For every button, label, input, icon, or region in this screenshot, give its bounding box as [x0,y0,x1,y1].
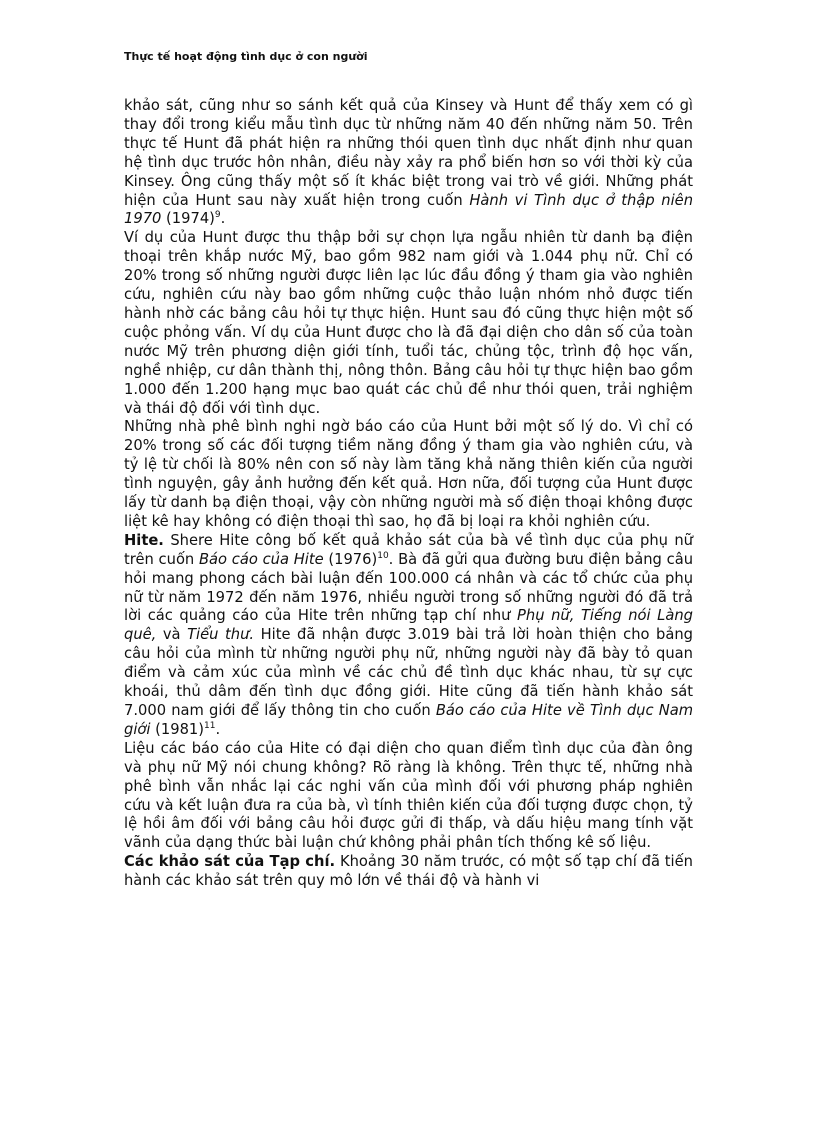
section-heading-magazine-surveys: Các khảo sát của Tạp chí. [124,853,336,871]
paragraph-text: (1976) [323,550,378,568]
magazine-title: Tiểu thư. [187,626,255,644]
paragraph-text: (1974) [161,210,215,228]
book-title: Báo cáo của Hite [198,550,324,568]
body-text [124,97,693,891]
magazine-title: Phụ nữ, Tiếng nói Làng quê, [124,607,693,644]
footnote-ref: 9 [214,210,221,221]
paragraph-hite [124,532,693,740]
footnote-ref: 11 [204,721,216,732]
paragraph-text: Hite đã nhận được 3.019 bài trả lời hoàn thiện cho bảng câu hỏi của mình từ những người phụ nữ, những người này đã bày tỏ quan điểm và cảm xúc của mình về các chủ đề tình dục khác nhau, từ sự cực khoái, thủ dâm đến tình dục đồng giới. Hite cũng đã tiến hành khảo sát 7.000 nam giới để lấy thông tin cho cuốn [124,626,693,719]
paragraph-text: . Bà đã gửi qua đường bưu điện bảng câu hỏi mang phong cách bài luận đến 100.000 cá nhân và các tổ chức của phụ nữ từ năm 1972 đến năm 1976, nhiều người trong số những người đó đã trả lời các quảng cáo của Hite trên những tạp chí như [124,550,694,625]
paragraph-text: và [156,626,188,644]
running-header: Thực tế hoạt động tình dục ở con người [124,50,368,63]
book-title: Hành vi Tình dục ở thập niên 1970 [124,191,694,228]
footnote-ref: 10 [377,550,389,561]
paragraph-hunt-sample: Ví dụ của Hunt được thu thập bởi sự chọn lựa ngẫu nhiên từ danh bạ điện thoại trên khắp nước Mỹ, bao gồm 982 nam giới và 1.044 phụ nữ. Chỉ có 20% trong số những người được liên lạc lúc đầu đồng ý tham gia vào nghiên cứu, nghiên cứu này bao gồm những cuộc thảo luận nhóm nhỏ được tiến hành nhờ các bảng câu hỏi tự thực hiện. Hunt sau đó cũng thực hiện một số cuộc phỏng vấn. Ví dụ của Hunt được cho là đã đại diện cho dân số của toàn nước Mỹ trên phương diện giới tính, tuổi tác, chủng tộc, trình độ học vấn, nghề nhiệp, cư dân thành thị, nông thôn. Bảng câu hỏi tự thực hiện bao gồm 1.000 đến 1.200 hạng mục bao quát các chủ đề như thói quen, trải nghiệm và thái độ đối với tình dục. [124,229,693,417]
paragraph-hite-criticism: Liệu các báo cáo của Hite có đại diện cho quan điểm tình dục của đàn ông và phụ nữ Mỹ nói chung không? Rõ ràng là không. Trên thực tế, những nhà phê bình vẫn nhắc lại các nghi vấn của mình đối với phương pháp nghiên cứu và kết luận đưa ra của bà, vì tính thiên kiến của đối tượng được chọn, tỷ lệ hồi âm đối với bảng câu hỏi được gửi đi thấp, và dấu hiệu mang tính vặt vãnh của dạng thức bài luận chứ không phải phân tích thống kê số liệu. [124,739,693,852]
paragraph-text: khảo sát, cũng như so sánh kết quả của Kinsey và Hunt để thấy xem có gì thay đổi trong kiểu mẫu tình dục từ những năm 40 đến những năm 50. Trên thực tế Hunt đã phát hiện ra những thói quen tình dục nhất định như quan hệ tình dục trước hôn nhân, điều này xảy ra phổ biến hơn so với thời kỳ của Kinsey. Ông cũng thấy một số ít khác biệt trong vai trò về giới. Những phát hiện của Hunt sau này xuất hiện trong cuốn [124,97,693,209]
section-heading-hite: Hite. [124,531,164,549]
book-title: Báo cáo của Hite về Tình dục Nam giới [124,702,694,738]
paragraph-text: Shere Hite công bố kết quả khảo sát của bà về tình dục của phụ nữ trên cuốn [124,531,693,568]
paragraph-kinsey-hunt-comparison [124,97,693,229]
paragraph-magazine-surveys [124,853,693,891]
paragraph-hunt-criticism: Những nhà phê bình nghi ngờ báo cáo của Hunt bởi một số lý do. Vì chỉ có 20% trong số các đối tượng tiềm năng đồng ý tham gia vào nghiên cứu, và tỷ lệ từ chối là 80% nên con số này làm tăng khả năng thiên kiến của người tình nguyện, gây ảnh hưởng đến kết quả. Hơn nữa, đối tượng của Hunt được lấy từ danh bạ điện thoại, vậy còn những người mà số điện thoại không được liệt kê hay không có điện thoại thì sao, họ đã bị loại ra khỏi nghiên cứu. [124,418,693,530]
paragraph-text: . [220,210,226,228]
paragraph-text: Khoảng 30 năm trước, có một số tạp chí đã tiến hành các khảo sát trên quy mô lớn về thái độ và hành vi [124,853,693,890]
paragraph-text: . [215,720,221,738]
paragraph-text: (1981) [150,720,204,738]
